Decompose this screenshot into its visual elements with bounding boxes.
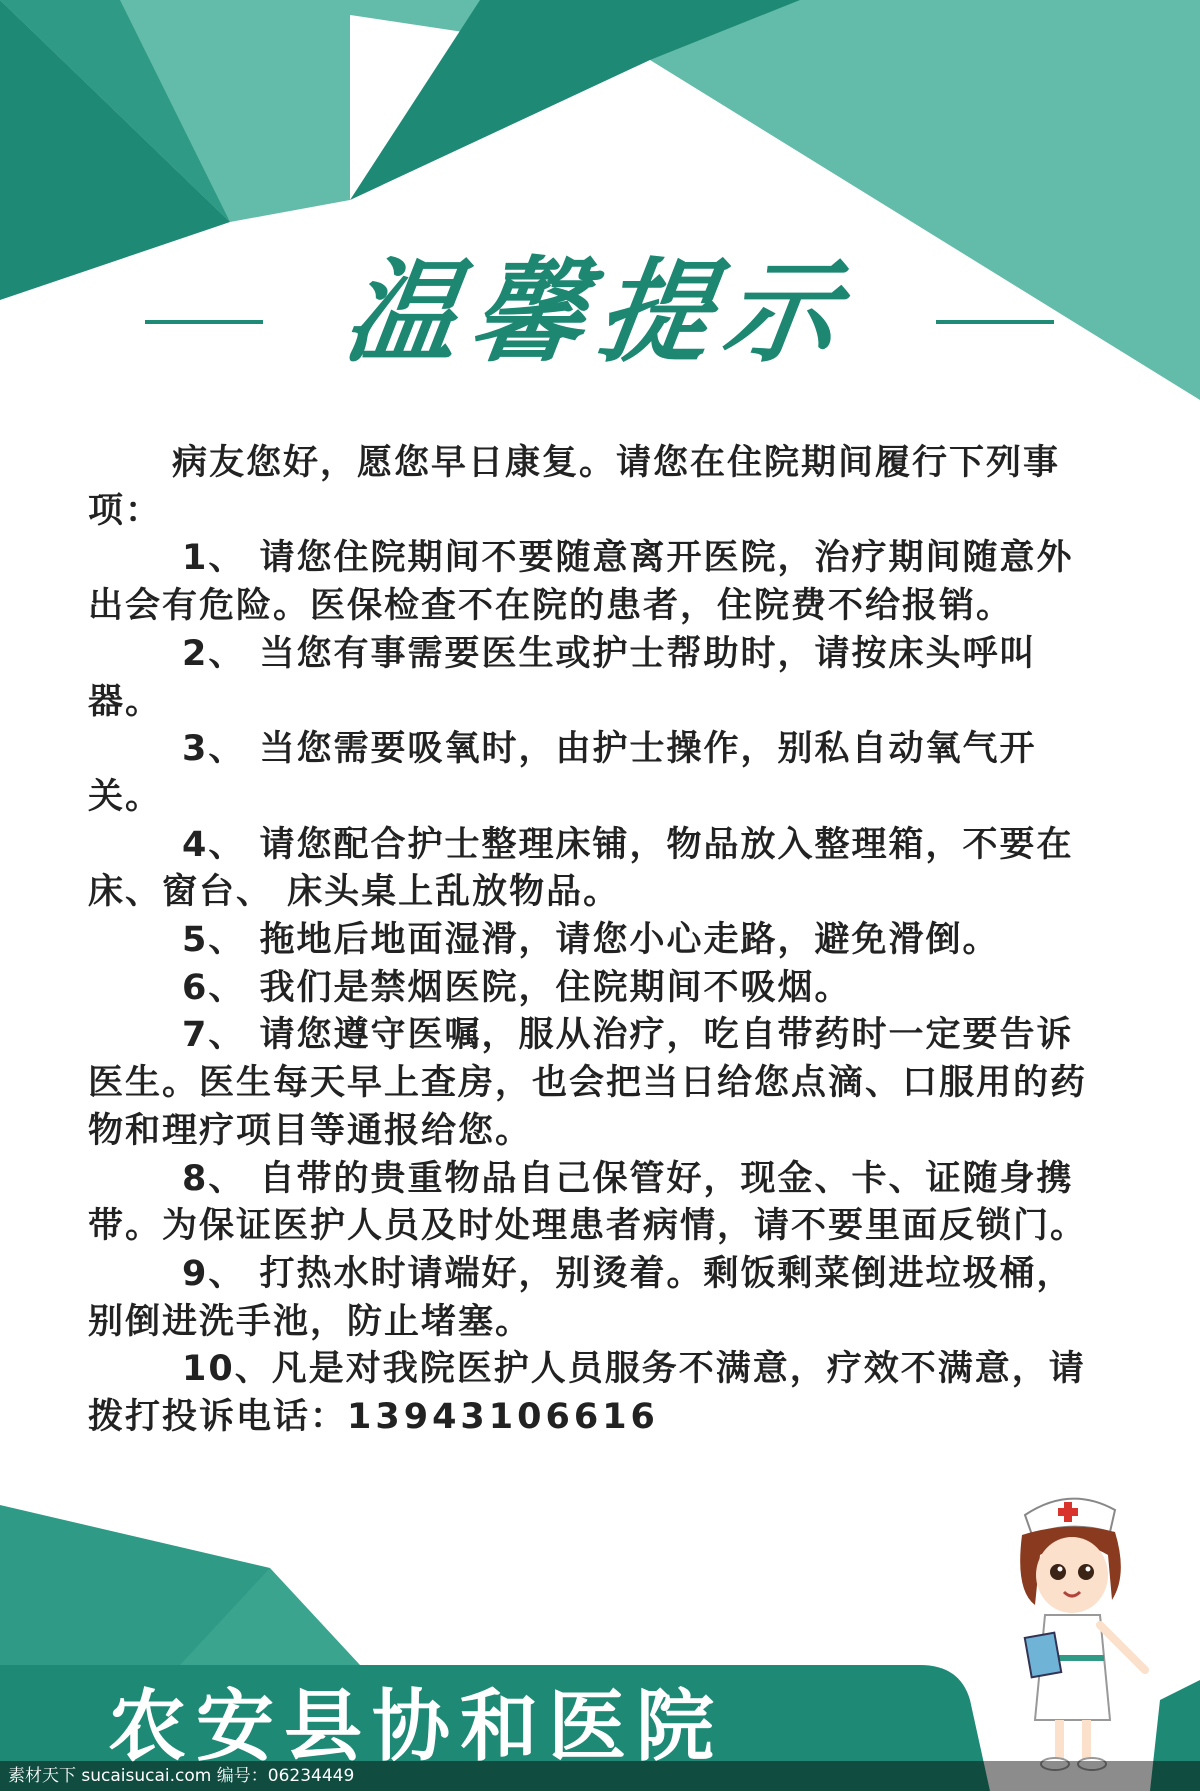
list-item: 3、 当您需要吸氧时，由护士操作，别私自动氧气开关。 bbox=[88, 729, 1037, 817]
title-line-right bbox=[936, 320, 1054, 324]
title-block bbox=[0, 228, 1200, 378]
nurse-illustration bbox=[1000, 1480, 1150, 1780]
title-line-left bbox=[145, 320, 263, 324]
list-item: 2、 当您有事需要医生或护士帮助时，请按床头呼叫器。 bbox=[88, 633, 1037, 722]
nurse-clipboard bbox=[1025, 1633, 1061, 1678]
nurse-eye-right bbox=[1078, 1564, 1094, 1580]
list-item: 8、 自带的贵重物品自己保管好，现金、卡、证随身携带。为保证医护人员及时处理患者病情，请不要里面反锁门。 bbox=[88, 1158, 1088, 1247]
list-item: 4、 请您配合护士整理床铺，物品放入整理箱，不要在床、窗台、 床头桌上乱放物品。 bbox=[88, 824, 1074, 913]
hospital-name: 农安县协和医院 bbox=[108, 1682, 725, 1772]
watermark: 素材天下 sucaisucai.com 编号：06234449 bbox=[0, 1761, 1200, 1791]
notice-body bbox=[88, 440, 1110, 1442]
eye-shine-left bbox=[1058, 1567, 1063, 1572]
list-item-complaint bbox=[88, 1346, 1110, 1441]
eye-shine-right bbox=[1086, 1567, 1091, 1572]
page-title: 温馨提示 bbox=[337, 246, 860, 378]
nurse-arm-right bbox=[1100, 1625, 1145, 1670]
nurse-leg-left bbox=[1055, 1720, 1064, 1760]
nurse-face bbox=[1036, 1537, 1108, 1613]
list-item: 9、 打热水时请端好，别烫着。剩饭剩菜倒进垃圾桶，别倒进洗手池，防止堵塞。 bbox=[88, 1253, 1074, 1342]
complaint-phone: 13943106616 bbox=[347, 1397, 659, 1438]
complaint-text: 10、凡是对我院医护人员服务不满意，疗效不满意，请拨打投诉电话： bbox=[88, 1349, 1086, 1438]
list-item: 1、 请您住院期间不要随意离开医院，治疗期间随意外出会有危险。医保检查不在院的患者，住院费不给报销。 bbox=[88, 538, 1074, 627]
intro-paragraph: 病友您好，愿您早日康复。请您在住院期间履行下列事项： bbox=[88, 443, 1061, 531]
nurse-eye-left bbox=[1050, 1564, 1066, 1580]
list-item: 6、 我们是禁烟医院，住院期间不吸烟。 bbox=[182, 967, 852, 1008]
list-item: 5、 拖地后地面湿滑，请您小心走路，避免滑倒。 bbox=[182, 920, 1000, 961]
hat-cross-h bbox=[1058, 1508, 1078, 1516]
nurse-leg-right bbox=[1082, 1720, 1091, 1760]
list-item: 7、 请您遵守医嘱，服从治疗，吃自带药时一定要告诉医生。医生每天早上查房，也会把当日给您点滴、口服用的药物和理疗项目等通报给您。 bbox=[88, 1015, 1088, 1151]
